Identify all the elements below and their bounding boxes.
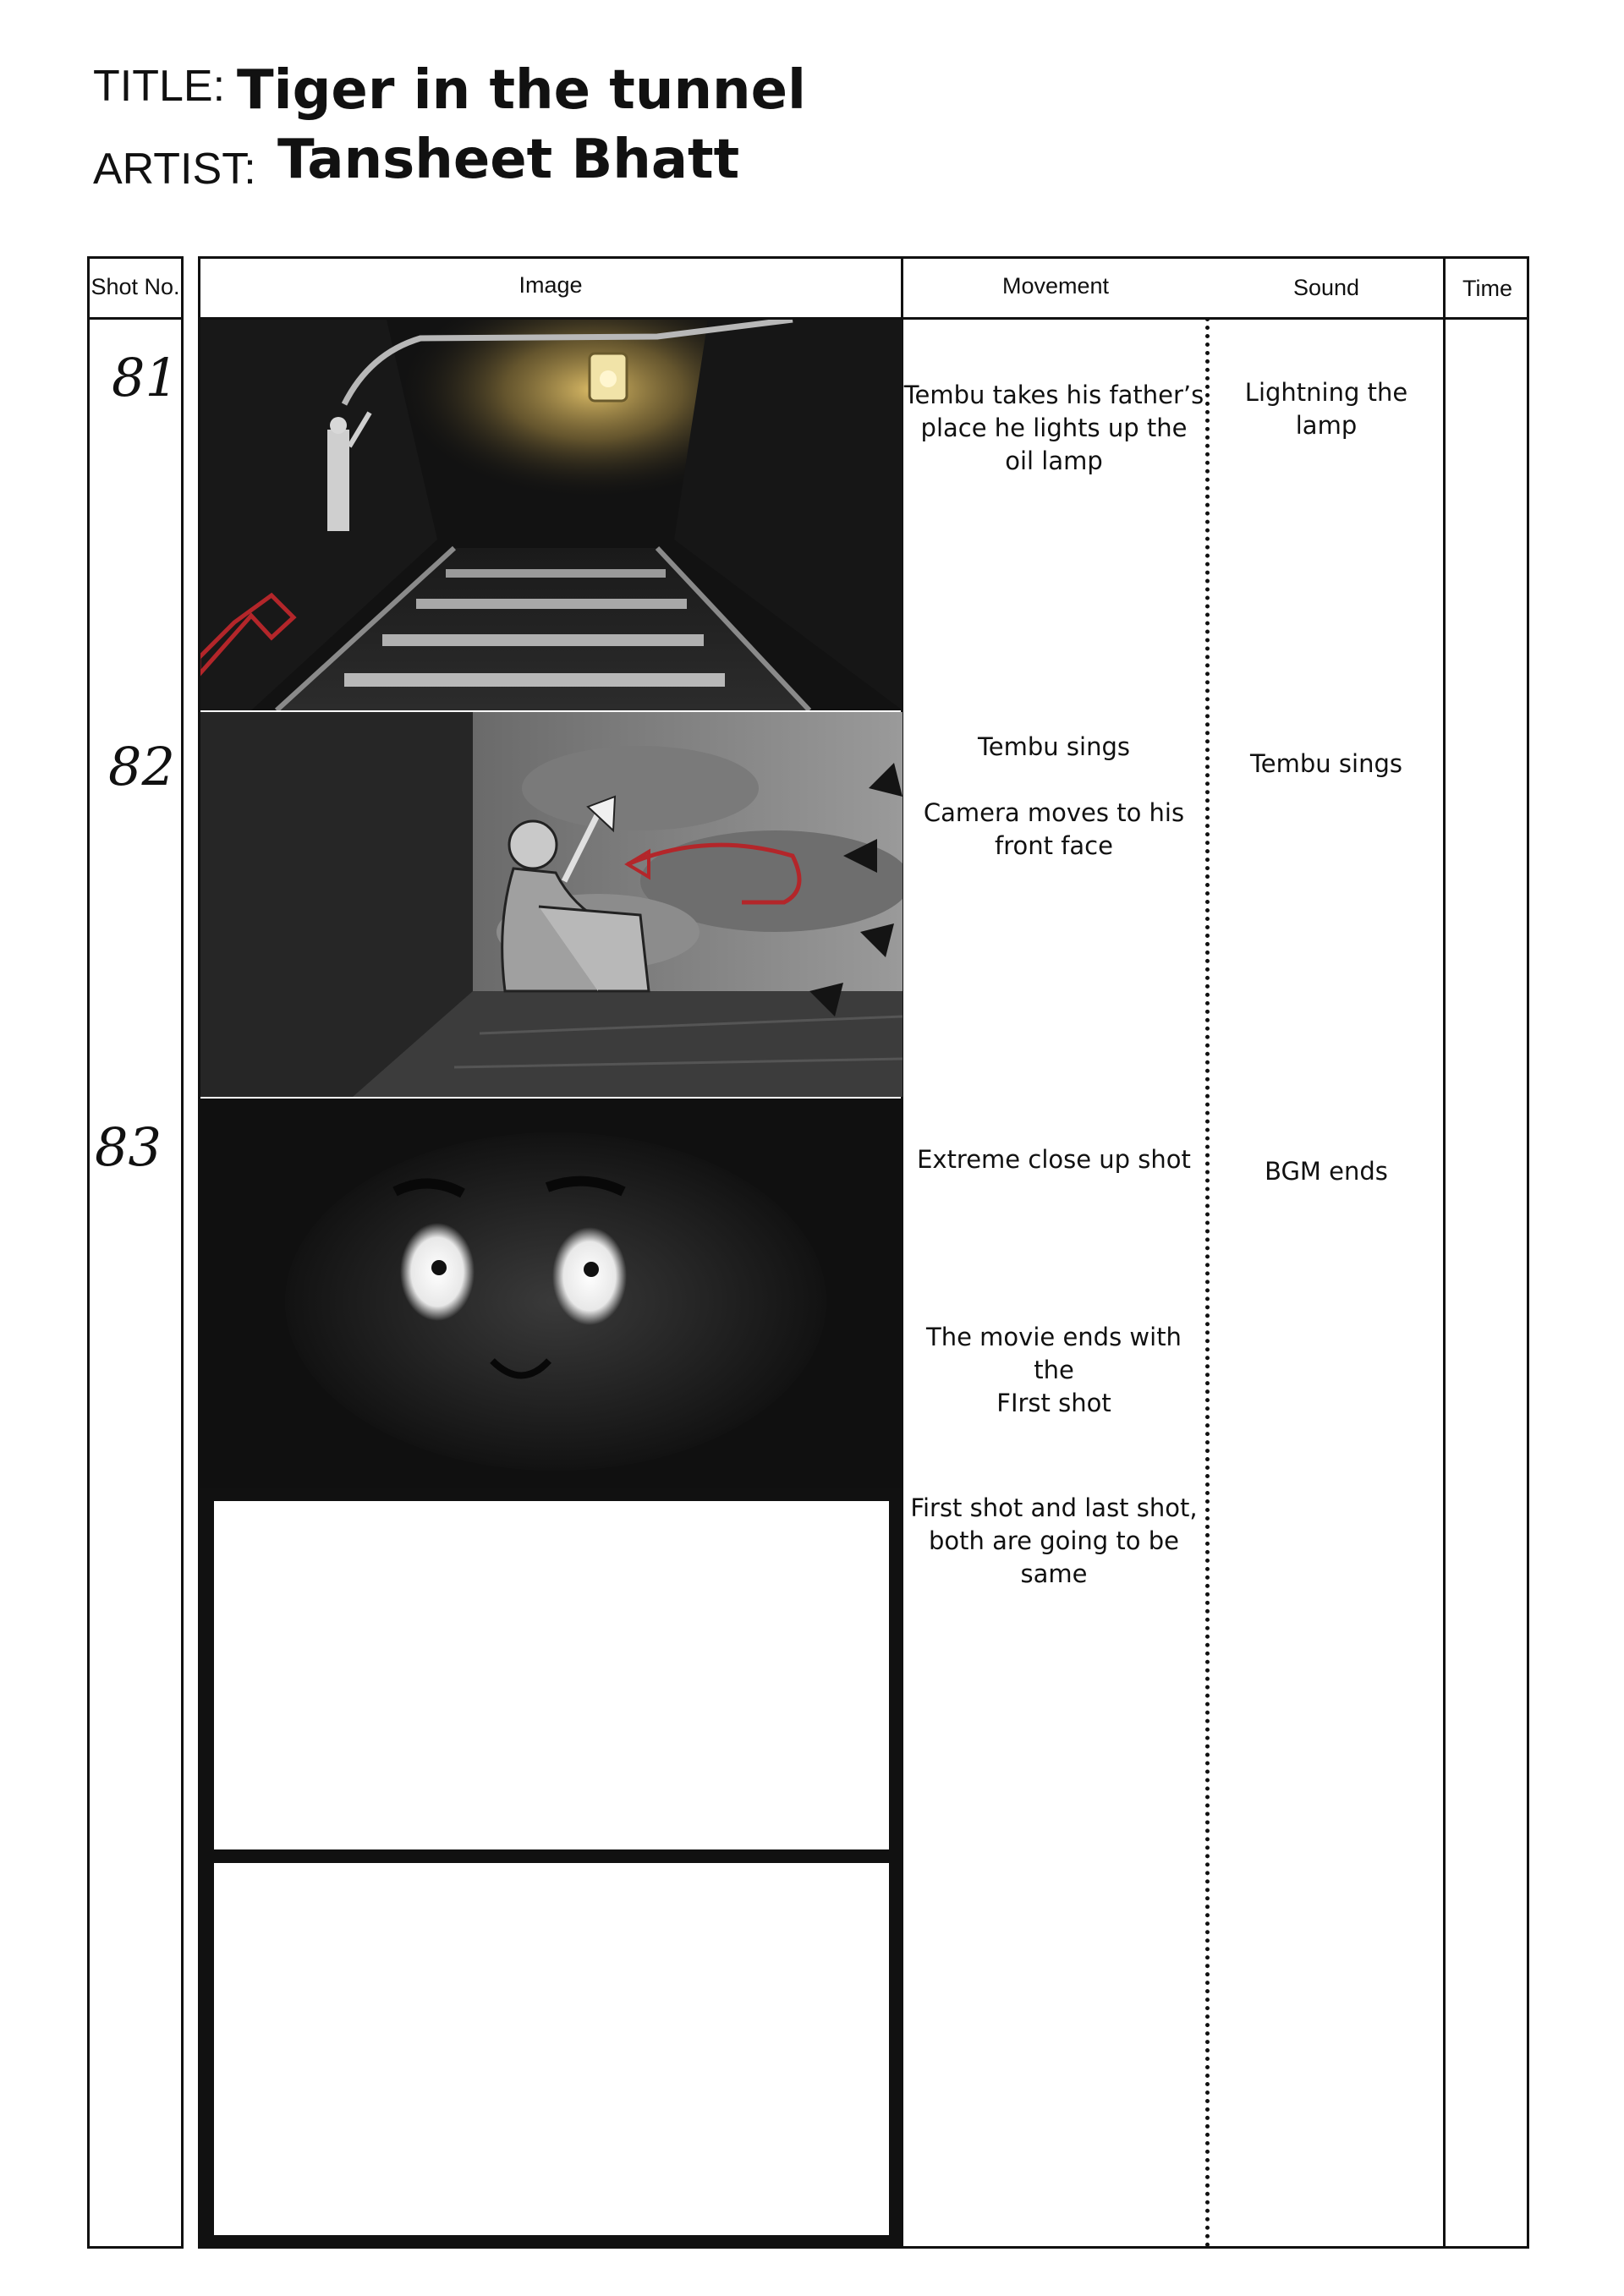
movement-line: Camera moves to his: [923, 798, 1185, 827]
movement-line: front face: [995, 831, 1113, 860]
movement-line: The movie ends with the: [926, 1323, 1182, 1384]
empty-frame-1: [200, 1488, 903, 1856]
image-header: Image: [518, 272, 583, 298]
movement-line: same: [1020, 1559, 1088, 1588]
empty-frame-2: [200, 1856, 903, 2249]
story-title: Tiger in the tunnel: [237, 59, 806, 122]
shot-83-sound: [1210, 1155, 1443, 1188]
shot-83-movement-a: [903, 1143, 1204, 1176]
shot-83-movement-b: [903, 1321, 1204, 1420]
movement-spacer: [903, 764, 1204, 797]
shot-no-header: Shot No.: [91, 274, 180, 299]
movement-line: Tembu sings: [978, 732, 1130, 761]
sound-line: lamp: [1295, 411, 1358, 440]
shot-number-82: 82: [108, 736, 175, 797]
movement-line: First shot and last shot,: [910, 1493, 1198, 1522]
movement-line: place he lights up the: [920, 414, 1188, 442]
artist-name: Tansheet Bhatt: [277, 129, 740, 191]
shot-81-movement: [903, 379, 1204, 478]
shot-header-divider: [87, 317, 184, 320]
sound-header: Sound: [1292, 275, 1360, 300]
shot-number-column: [87, 256, 184, 2249]
movement-line: Tembu takes his father’s: [903, 381, 1204, 409]
time-column-divider: [1443, 256, 1446, 2249]
shot-82-image: [200, 712, 903, 1097]
artist-label: ARTIST:: [93, 145, 256, 194]
shot-number-81: 81: [112, 347, 178, 408]
shot-81-image: [200, 320, 903, 710]
movement-line: oil lamp: [1005, 447, 1103, 475]
movement-line: both are going to be: [928, 1526, 1180, 1555]
shot-number-83: 83: [95, 1116, 162, 1178]
movement-header: Movement: [1001, 273, 1110, 299]
shot-83-image: [200, 1099, 903, 1488]
shot-82-sound: [1210, 748, 1443, 781]
title-label: TITLE:: [93, 62, 226, 111]
shot-81-sound: [1210, 376, 1443, 442]
sound-line: BGM ends: [1265, 1157, 1388, 1186]
final-shot-movement: [903, 1492, 1204, 1591]
movement-line: Extreme close up shot: [917, 1145, 1191, 1174]
sound-line: Tembu sings: [1250, 749, 1402, 778]
time-header: Time: [1462, 276, 1512, 301]
shot-82-movement: [903, 731, 1204, 863]
movement-sound-dotted-divider: [1205, 317, 1210, 2249]
movement-line: FIrst shot: [996, 1389, 1111, 1417]
sound-line: Lightning the: [1244, 378, 1408, 407]
